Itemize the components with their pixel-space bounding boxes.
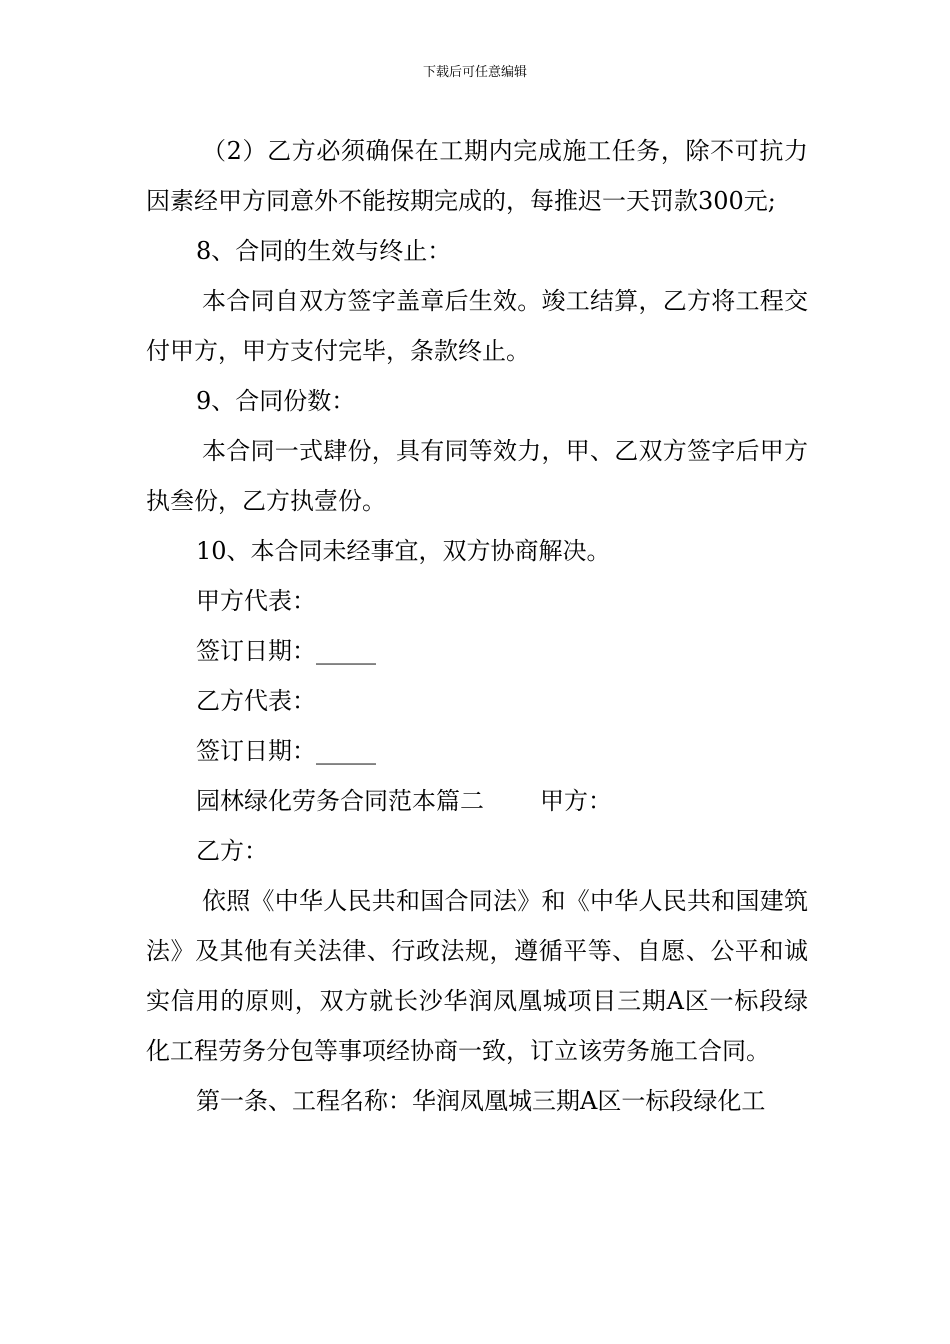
party-b-label: 乙方： [196, 837, 268, 865]
paragraph-penalty-clause: （2）乙方必须确保在工期内完成施工任务，除不可抗力因素经甲方同意外不能按期完成的，每推迟一天罚款300元; [146, 137, 808, 215]
paragraph-copies: 本合同一式肆份，具有同等效力，甲、乙双方签字后甲方执叁份，乙方执壹份。 [146, 437, 808, 515]
paragraph-legal-basis: 依照《中华人民共和国合同法》和《中华人民共和国建筑法》及其他有关法律、行政法规，遵循平等、自愿、公平和诚实信用的原则，双方就长沙华润凤凰城项目三期A区一标段绿化工程劳务分包等事项经协商一致，订立该劳务施工合同。 [146, 887, 808, 1065]
paragraph-unresolved-matters: 10、本合同未经事宜，双方协商解决。 [196, 537, 611, 565]
section-heading-copies: 9、合同份数： [196, 387, 356, 415]
party-a-label: 甲方： [540, 787, 612, 815]
contract-two-heading [146, 776, 808, 826]
signing-date-a: 签订日期：_____ [196, 637, 376, 665]
document-body [146, 126, 808, 1126]
contract-two-title: 园林绿化劳务合同范本篇二 [196, 787, 484, 815]
section-heading-effect-termination: 8、合同的生效与终止： [196, 237, 452, 265]
page-header-note: 下载后可任意编辑 [422, 65, 527, 80]
article-one-project-name: 第一条、工程名称：华润凤凰城三期A区一标段绿化工 [196, 1087, 766, 1115]
party-a-representative: 甲方代表： [196, 587, 316, 615]
party-b-representative: 乙方代表： [196, 687, 316, 715]
paragraph-effect-termination: 本合同自双方签字盖章后生效。竣工结算，乙方将工程交付甲方，甲方支付完毕，条款终止。 [146, 287, 808, 365]
signing-date-b: 签订日期：_____ [196, 737, 376, 765]
